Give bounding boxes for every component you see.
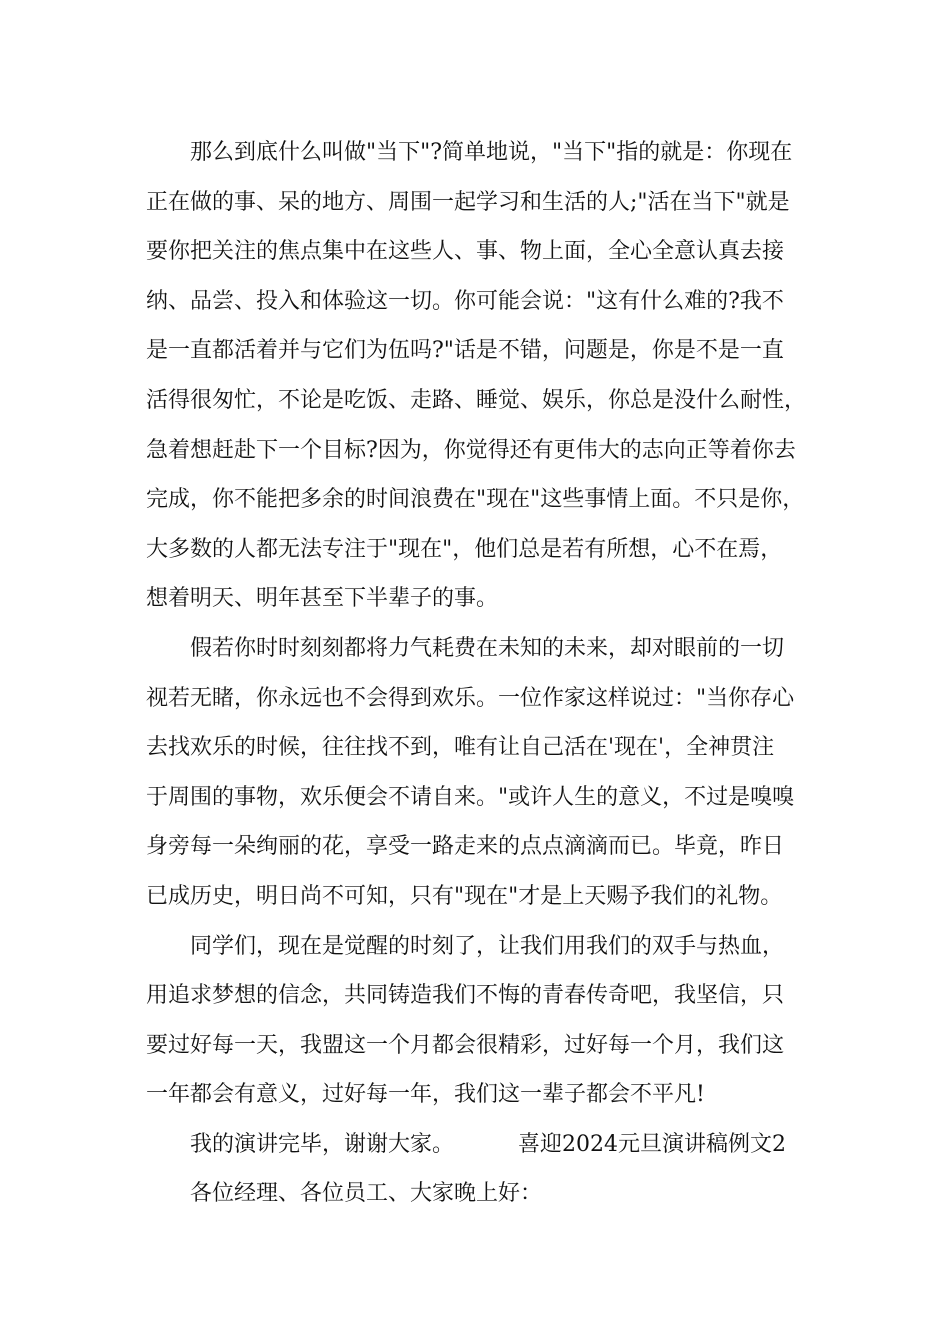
text-line: 正在做的事、呆的地方、周围一起学习和生活的人;"活在当下"就是 <box>146 189 790 215</box>
closing-text: 我的演讲完毕，谢谢大家。 <box>190 1131 455 1157</box>
text-line: 那么到底什么叫做"当下"?简单地说，"当下"指的就是：你现在 <box>190 140 793 165</box>
text-line: 要过好每一天，我盟这一个月都会很精彩，过好每一个月，我们这 <box>146 1032 785 1058</box>
text-line: 已成历史，明日尚不可知，只有"现在"才是上天赐予我们的礼物。 <box>146 883 783 909</box>
text-line: 是一直都活着并与它们为伍吗?"话是不错，问题是，你是不是一直 <box>146 338 784 364</box>
text-line: 视若无睹，你永远也不会得到欢乐。一位作家这样说过："当你存心 <box>146 685 795 711</box>
text-line: 想着明天、明年甚至下半辈子的事。 <box>146 586 499 612</box>
paragraph-present-moment <box>146 128 826 624</box>
paragraph-future <box>146 624 826 922</box>
document-body <box>146 128 826 1219</box>
text-line: 一年都会有意义，过好每一年，我们这一辈子都会不平凡! <box>146 1082 705 1108</box>
text-line: 活得很匆忙，不论是吃饭、走路、睡觉、娱乐，你总是没什么耐性， <box>146 387 807 413</box>
text-line: 同学们，现在是觉醒的时刻了，让我们用我们的双手与热血， <box>190 933 785 959</box>
text-line: 假若你时时刻刻都将力气耗费在未知的未来，却对眼前的一切 <box>190 635 785 661</box>
greeting-line: 各位经理、各位员工、大家晚上好： <box>190 1181 543 1207</box>
text-line: 用追求梦想的信念，共同铸造我们不悔的青春传奇吧，我坚信，只 <box>146 983 785 1009</box>
closing-line <box>146 1120 826 1170</box>
text-line: 于周围的事物，欢乐便会不请自来。"或许人生的意义，不过是嗅嗅 <box>146 784 795 810</box>
paragraph-call-to-action <box>146 922 826 1120</box>
text-line: 完成，你不能把多余的时间浪费在"现在"这些事情上面。不只是你， <box>146 487 805 513</box>
text-line: 去找欢乐的时候，往往找不到，唯有让自己活在'现在'，全神贯注 <box>146 735 775 761</box>
text-line: 急着想赶赴下一个目标?因为，你觉得还有更伟大的志向正等着你去 <box>146 437 796 463</box>
text-line: 纳、品尝、投入和体验这一切。你可能会说："这有什么难的?我不 <box>146 288 784 314</box>
text-line: 身旁每一朵绚丽的花，享受一路走来的点点滴滴而已。毕竟，昨日 <box>146 834 785 860</box>
text-line: 要你把关注的焦点集中在这些人、事、物上面，全心全意认真去接 <box>146 239 785 265</box>
next-speech-title: 喜迎2024元旦演讲稿例文2 <box>518 1131 787 1157</box>
text-line: 大多数的人都无法专注于"现在"，他们总是若有所想，心不在焉， <box>146 536 783 562</box>
